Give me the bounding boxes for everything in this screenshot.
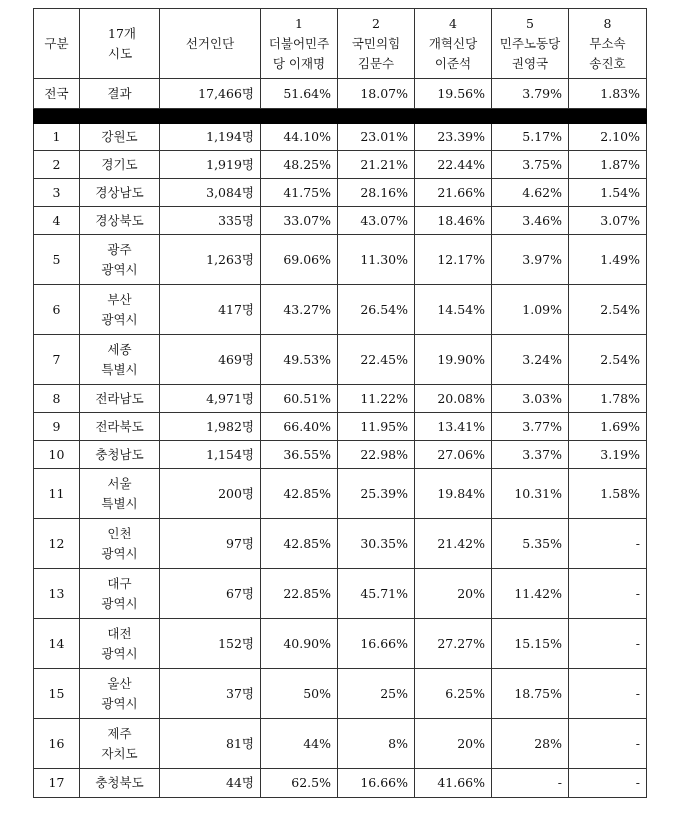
- row-vote-share: 8%: [338, 719, 415, 769]
- region-name-line: 충청북도: [95, 775, 144, 790]
- row-vote-share: 12.17%: [415, 235, 492, 285]
- region-name-line: 서울: [107, 475, 132, 491]
- row-vote-share: 2.10%: [569, 124, 647, 151]
- region-name-line: 세종: [107, 341, 132, 357]
- separator-cell: [34, 109, 647, 124]
- row-vote-share: -: [492, 769, 569, 798]
- row-vote-share: 22.98%: [338, 441, 415, 469]
- candidate-line: 더불어민주: [268, 35, 330, 51]
- row-number: 8: [34, 385, 80, 413]
- region-name-line: 부산: [107, 291, 132, 307]
- row-vote-share: 22.44%: [415, 151, 492, 179]
- row-vote-share: 14.54%: [415, 285, 492, 335]
- row-region: [80, 285, 160, 335]
- row-region: [80, 719, 160, 769]
- region-row: [34, 769, 647, 798]
- candidate-number: 5: [526, 15, 534, 31]
- row-number: 4: [34, 207, 80, 235]
- header-region-line: 시도: [108, 45, 133, 61]
- region-name-line: 전라남도: [95, 390, 144, 406]
- row-vote-share: 20%: [415, 569, 492, 619]
- national-electors: 17,466명: [160, 79, 261, 109]
- row-vote-share: 11.30%: [338, 235, 415, 285]
- row-vote-share: 3.24%: [492, 335, 569, 385]
- row-number: 16: [34, 719, 80, 769]
- row-vote-share: 27.27%: [415, 619, 492, 669]
- row-vote-share: 5.35%: [492, 519, 569, 569]
- row-number: 11: [34, 469, 80, 519]
- region-name-line: 광역시: [101, 595, 138, 611]
- row-electors: 1,194명: [160, 124, 261, 151]
- row-region: [80, 235, 160, 285]
- row-vote-share: 3.46%: [492, 207, 569, 235]
- row-vote-share: -: [569, 569, 647, 619]
- national-value: 18.07%: [338, 79, 415, 109]
- row-vote-share: 66.40%: [261, 413, 338, 441]
- row-vote-share: 41.66%: [415, 769, 492, 798]
- row-vote-share: 69.06%: [261, 235, 338, 285]
- region-name-line: 특별시: [101, 361, 138, 377]
- candidate-line: 개혁신당: [428, 35, 478, 51]
- header-category: 구분: [34, 9, 80, 79]
- candidate-line: 송진호: [589, 55, 626, 71]
- row-number: 15: [34, 669, 80, 719]
- row-vote-share: 11.95%: [338, 413, 415, 441]
- row-vote-share: 19.90%: [415, 335, 492, 385]
- row-region: [80, 124, 160, 151]
- row-vote-share: 25%: [338, 669, 415, 719]
- row-electors: 44명: [160, 769, 261, 798]
- row-vote-share: 3.37%: [492, 441, 569, 469]
- row-vote-share: 22.45%: [338, 335, 415, 385]
- candidate-number: 8: [603, 15, 612, 31]
- region-name-line: 자치도: [101, 745, 138, 761]
- region-name-line: 광역시: [101, 545, 138, 561]
- row-number: 3: [34, 179, 80, 207]
- region-name-line: 광주: [107, 241, 132, 257]
- row-vote-share: 28%: [492, 719, 569, 769]
- region-name-line: 경상북도: [95, 212, 144, 228]
- region-name-line: 전라북도: [95, 418, 144, 434]
- row-vote-share: 21.21%: [338, 151, 415, 179]
- region-row: [34, 469, 647, 519]
- row-region: [80, 669, 160, 719]
- row-vote-share: 2.54%: [569, 285, 647, 335]
- row-vote-share: 50%: [261, 669, 338, 719]
- region-row: [34, 569, 647, 619]
- region-name-line: 대구: [107, 575, 132, 591]
- row-electors: 417명: [160, 285, 261, 335]
- header-candidate: [338, 9, 415, 79]
- row-vote-share: 44.10%: [261, 124, 338, 151]
- row-vote-share: 1.54%: [569, 179, 647, 207]
- row-vote-share: 25.39%: [338, 469, 415, 519]
- region-row: [34, 179, 647, 207]
- row-vote-share: 60.51%: [261, 385, 338, 413]
- row-vote-share: 18.46%: [415, 207, 492, 235]
- row-vote-share: 41.75%: [261, 179, 338, 207]
- row-vote-share: 30.35%: [338, 519, 415, 569]
- header-candidate: [415, 9, 492, 79]
- row-region: [80, 179, 160, 207]
- header-candidate: [569, 9, 647, 79]
- row-region: [80, 619, 160, 669]
- row-vote-share: -: [569, 519, 647, 569]
- header-row: [34, 9, 647, 79]
- header-electors: 선거인단: [160, 9, 261, 79]
- row-vote-share: 40.90%: [261, 619, 338, 669]
- row-vote-share: 3.03%: [492, 385, 569, 413]
- row-electors: 4,971명: [160, 385, 261, 413]
- row-region: [80, 207, 160, 235]
- region-row: [34, 124, 647, 151]
- region-row: [34, 285, 647, 335]
- results-table: [33, 8, 647, 798]
- region-name-line: 제주: [107, 725, 132, 741]
- region-row: [34, 669, 647, 719]
- row-region: [80, 151, 160, 179]
- row-vote-share: 2.54%: [569, 335, 647, 385]
- row-electors: 1,919명: [160, 151, 261, 179]
- row-region: [80, 441, 160, 469]
- candidate-line: 권영국: [511, 55, 549, 71]
- row-electors: 469명: [160, 335, 261, 385]
- row-vote-share: 3.77%: [492, 413, 569, 441]
- row-vote-share: 16.66%: [338, 619, 415, 669]
- row-number: 10: [34, 441, 80, 469]
- candidate-number: 4: [449, 15, 457, 31]
- row-vote-share: 20%: [415, 719, 492, 769]
- row-number: 7: [34, 335, 80, 385]
- region-row: [34, 207, 647, 235]
- region-name-line: 광역시: [101, 645, 138, 661]
- row-vote-share: 43.07%: [338, 207, 415, 235]
- row-number: 1: [34, 124, 80, 151]
- row-electors: 152명: [160, 619, 261, 669]
- row-electors: 1,154명: [160, 441, 261, 469]
- row-vote-share: 20.08%: [415, 385, 492, 413]
- header-region-line: 17개: [108, 25, 136, 41]
- row-number: 13: [34, 569, 80, 619]
- row-vote-share: 1.78%: [569, 385, 647, 413]
- row-vote-share: 16.66%: [338, 769, 415, 798]
- region-row: [34, 151, 647, 179]
- row-vote-share: 3.97%: [492, 235, 569, 285]
- row-electors: 37명: [160, 669, 261, 719]
- candidate-line: 무소속: [589, 35, 626, 51]
- row-vote-share: 22.85%: [261, 569, 338, 619]
- national-value: 51.64%: [261, 79, 338, 109]
- row-vote-share: 23.39%: [415, 124, 492, 151]
- row-number: 2: [34, 151, 80, 179]
- row-region: [80, 469, 160, 519]
- row-vote-share: 11.22%: [338, 385, 415, 413]
- region-row: [34, 385, 647, 413]
- row-number: 6: [34, 285, 80, 335]
- row-electors: 1,263명: [160, 235, 261, 285]
- row-vote-share: 62.5%: [261, 769, 338, 798]
- row-vote-share: 1.87%: [569, 151, 647, 179]
- row-vote-share: 42.85%: [261, 469, 338, 519]
- row-vote-share: 3.75%: [492, 151, 569, 179]
- region-name-line: 울산: [107, 675, 132, 691]
- region-row: [34, 413, 647, 441]
- region-row: [34, 441, 647, 469]
- row-vote-share: 3.07%: [569, 207, 647, 235]
- row-region: [80, 413, 160, 441]
- candidate-number: 2: [372, 15, 380, 31]
- row-vote-share: -: [569, 769, 647, 798]
- region-name-line: 광역시: [101, 311, 138, 327]
- region-name-line: 대전: [107, 625, 132, 641]
- region-name-line: 특별시: [101, 495, 138, 511]
- row-vote-share: 28.16%: [338, 179, 415, 207]
- row-electors: 81명: [160, 719, 261, 769]
- candidate-line: 이준석: [434, 55, 472, 71]
- row-vote-share: 10.31%: [492, 469, 569, 519]
- row-vote-share: 21.42%: [415, 519, 492, 569]
- row-electors: 67명: [160, 569, 261, 619]
- row-region: [80, 335, 160, 385]
- row-vote-share: -: [569, 719, 647, 769]
- row-vote-share: -: [569, 619, 647, 669]
- row-vote-share: 48.25%: [261, 151, 338, 179]
- row-vote-share: 36.55%: [261, 441, 338, 469]
- row-region: [80, 385, 160, 413]
- region-row: [34, 235, 647, 285]
- header-region: [80, 9, 160, 79]
- row-vote-share: 42.85%: [261, 519, 338, 569]
- region-row: [34, 519, 647, 569]
- row-vote-share: 1.69%: [569, 413, 647, 441]
- region-name-line: 광역시: [101, 695, 138, 711]
- region-name-line: 인천: [107, 525, 132, 541]
- row-number: 9: [34, 413, 80, 441]
- candidate-line: 김문수: [357, 55, 395, 71]
- row-electors: 200명: [160, 469, 261, 519]
- national-value: 19.56%: [415, 79, 492, 109]
- national-value: 3.79%: [492, 79, 569, 109]
- national-row: [34, 79, 647, 109]
- region-row: [34, 719, 647, 769]
- row-vote-share: 15.15%: [492, 619, 569, 669]
- row-number: 5: [34, 235, 80, 285]
- row-vote-share: 13.41%: [415, 413, 492, 441]
- row-number: 17: [34, 769, 80, 798]
- row-electors: 97명: [160, 519, 261, 569]
- region-name-line: 경기도: [101, 156, 138, 172]
- row-vote-share: 23.01%: [338, 124, 415, 151]
- row-vote-share: 43.27%: [261, 285, 338, 335]
- row-vote-share: 4.62%: [492, 179, 569, 207]
- row-vote-share: 11.42%: [492, 569, 569, 619]
- row-vote-share: 3.19%: [569, 441, 647, 469]
- row-vote-share: 33.07%: [261, 207, 338, 235]
- row-vote-share: 1.49%: [569, 235, 647, 285]
- row-vote-share: 27.06%: [415, 441, 492, 469]
- row-vote-share: 6.25%: [415, 669, 492, 719]
- national-label: 전국: [34, 79, 80, 109]
- row-vote-share: 19.84%: [415, 469, 492, 519]
- row-vote-share: 5.17%: [492, 124, 569, 151]
- region-row: [34, 619, 647, 669]
- row-electors: 335명: [160, 207, 261, 235]
- region-name-line: 광역시: [101, 261, 138, 277]
- candidate-number: 1: [295, 15, 303, 31]
- national-region: 결과: [80, 79, 160, 109]
- candidate-line: 당 이재명: [272, 55, 326, 71]
- separator-bar: [34, 109, 647, 124]
- row-number: 14: [34, 619, 80, 669]
- row-electors: 1,982명: [160, 413, 261, 441]
- row-number: 12: [34, 519, 80, 569]
- row-vote-share: 1.09%: [492, 285, 569, 335]
- row-vote-share: 45.71%: [338, 569, 415, 619]
- row-vote-share: 18.75%: [492, 669, 569, 719]
- row-region: [80, 569, 160, 619]
- region-name-line: 경상남도: [95, 184, 144, 200]
- row-region: [80, 519, 160, 569]
- region-name-line: 충청남도: [95, 446, 144, 462]
- row-region: [80, 769, 160, 798]
- candidate-line: 민주노동당: [499, 35, 561, 51]
- header-candidate: [492, 9, 569, 79]
- row-electors: 3,084명: [160, 179, 261, 207]
- row-vote-share: -: [569, 669, 647, 719]
- row-vote-share: 26.54%: [338, 285, 415, 335]
- region-row: [34, 335, 647, 385]
- row-vote-share: 44%: [261, 719, 338, 769]
- row-vote-share: 1.58%: [569, 469, 647, 519]
- national-value: 1.83%: [569, 79, 647, 109]
- row-vote-share: 21.66%: [415, 179, 492, 207]
- candidate-line: 국민의힘: [351, 35, 401, 51]
- row-vote-share: 49.53%: [261, 335, 338, 385]
- header-candidate: [261, 9, 338, 79]
- region-name-line: 강원도: [101, 129, 138, 144]
